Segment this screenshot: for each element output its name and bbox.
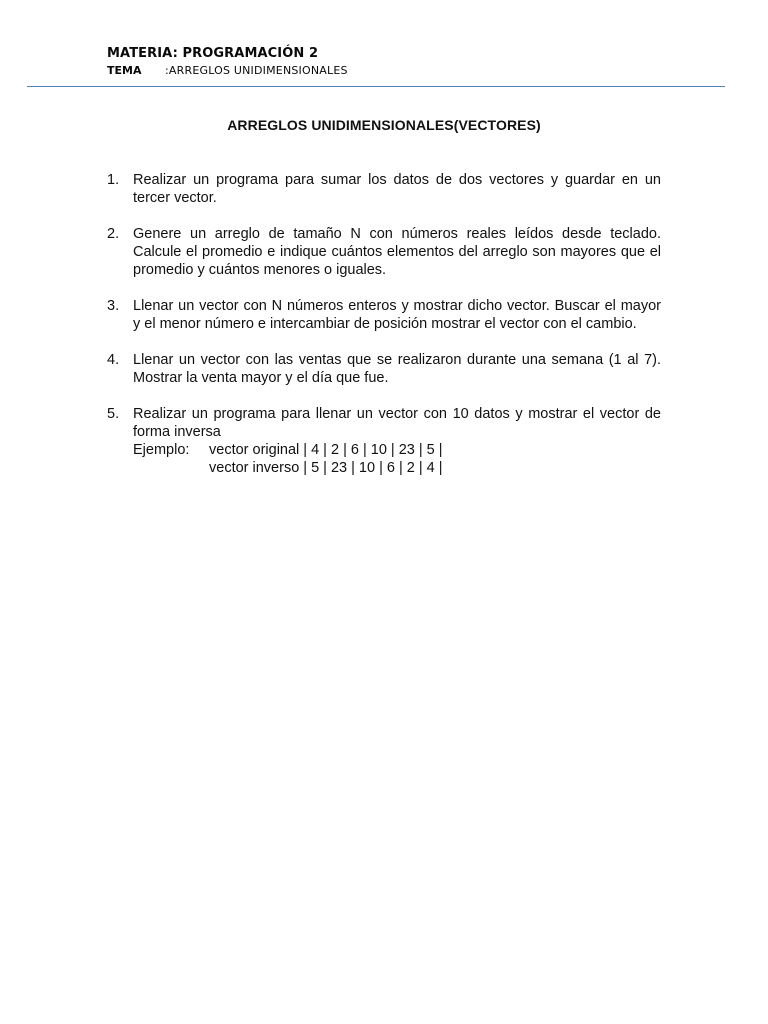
exercise-text: Llenar un vector con las ventas que se realizaron durante una semana (1 al 7). Mostrar la venta mayor y el día que fue. bbox=[133, 352, 661, 386]
example-label: Ejemplo: bbox=[133, 442, 190, 458]
exercise-item-5 bbox=[107, 405, 661, 477]
exercise-text: Realizar un programa para llenar un vector con 10 datos y mostrar el vector de forma inversa bbox=[133, 406, 661, 440]
exercise-item-1 bbox=[107, 171, 661, 207]
exercise-text: Llenar un vector con N números enteros y mostrar dicho vector. Buscar el mayor y el menor número e intercambiar de posición mostrar el vector con el cambio. bbox=[133, 298, 661, 332]
topic-line bbox=[107, 64, 348, 82]
example-inverse-vector: vector inverso | 5 | 23 | 10 | 6 | 2 | 4 | bbox=[209, 460, 443, 476]
topic-label: TEMA bbox=[107, 64, 142, 77]
exercise-number: 3. bbox=[107, 298, 120, 314]
example-spacer bbox=[133, 459, 209, 477]
exercise-text: Genere un arreglo de tamaño N con números reales leídos desde teclado. Calcule el promedio e indique cuántos elementos del arreglo son mayores que el promedio y cuántos menores o iguales. bbox=[133, 226, 661, 278]
exercise-list bbox=[107, 171, 661, 495]
document-title: ARREGLOS UNIDIMENSIONALES(VECTORES) bbox=[227, 117, 541, 133]
exercise-number: 4. bbox=[107, 352, 120, 368]
header-divider bbox=[27, 86, 725, 87]
exercise-item-2 bbox=[107, 225, 661, 279]
exercise-number: 1. bbox=[107, 172, 120, 188]
document-header bbox=[107, 46, 348, 82]
exercise-text: Realizar un programa para sumar los datos de dos vectores y guardar en un tercer vector. bbox=[133, 172, 661, 206]
exercise-item-4 bbox=[107, 351, 661, 387]
subject-line bbox=[107, 46, 348, 64]
example-block bbox=[133, 441, 661, 477]
exercise-item-3 bbox=[107, 297, 661, 333]
exercise-number: 2. bbox=[107, 226, 120, 242]
subject-text: MATERIA: PROGRAMACIÓN 2 bbox=[107, 46, 319, 61]
topic-value: :ARREGLOS UNIDIMENSIONALES bbox=[165, 64, 348, 77]
exercise-number: 5. bbox=[107, 406, 120, 422]
example-original-vector: vector original | 4 | 2 | 6 | 10 | 23 | 5 | bbox=[209, 442, 443, 458]
